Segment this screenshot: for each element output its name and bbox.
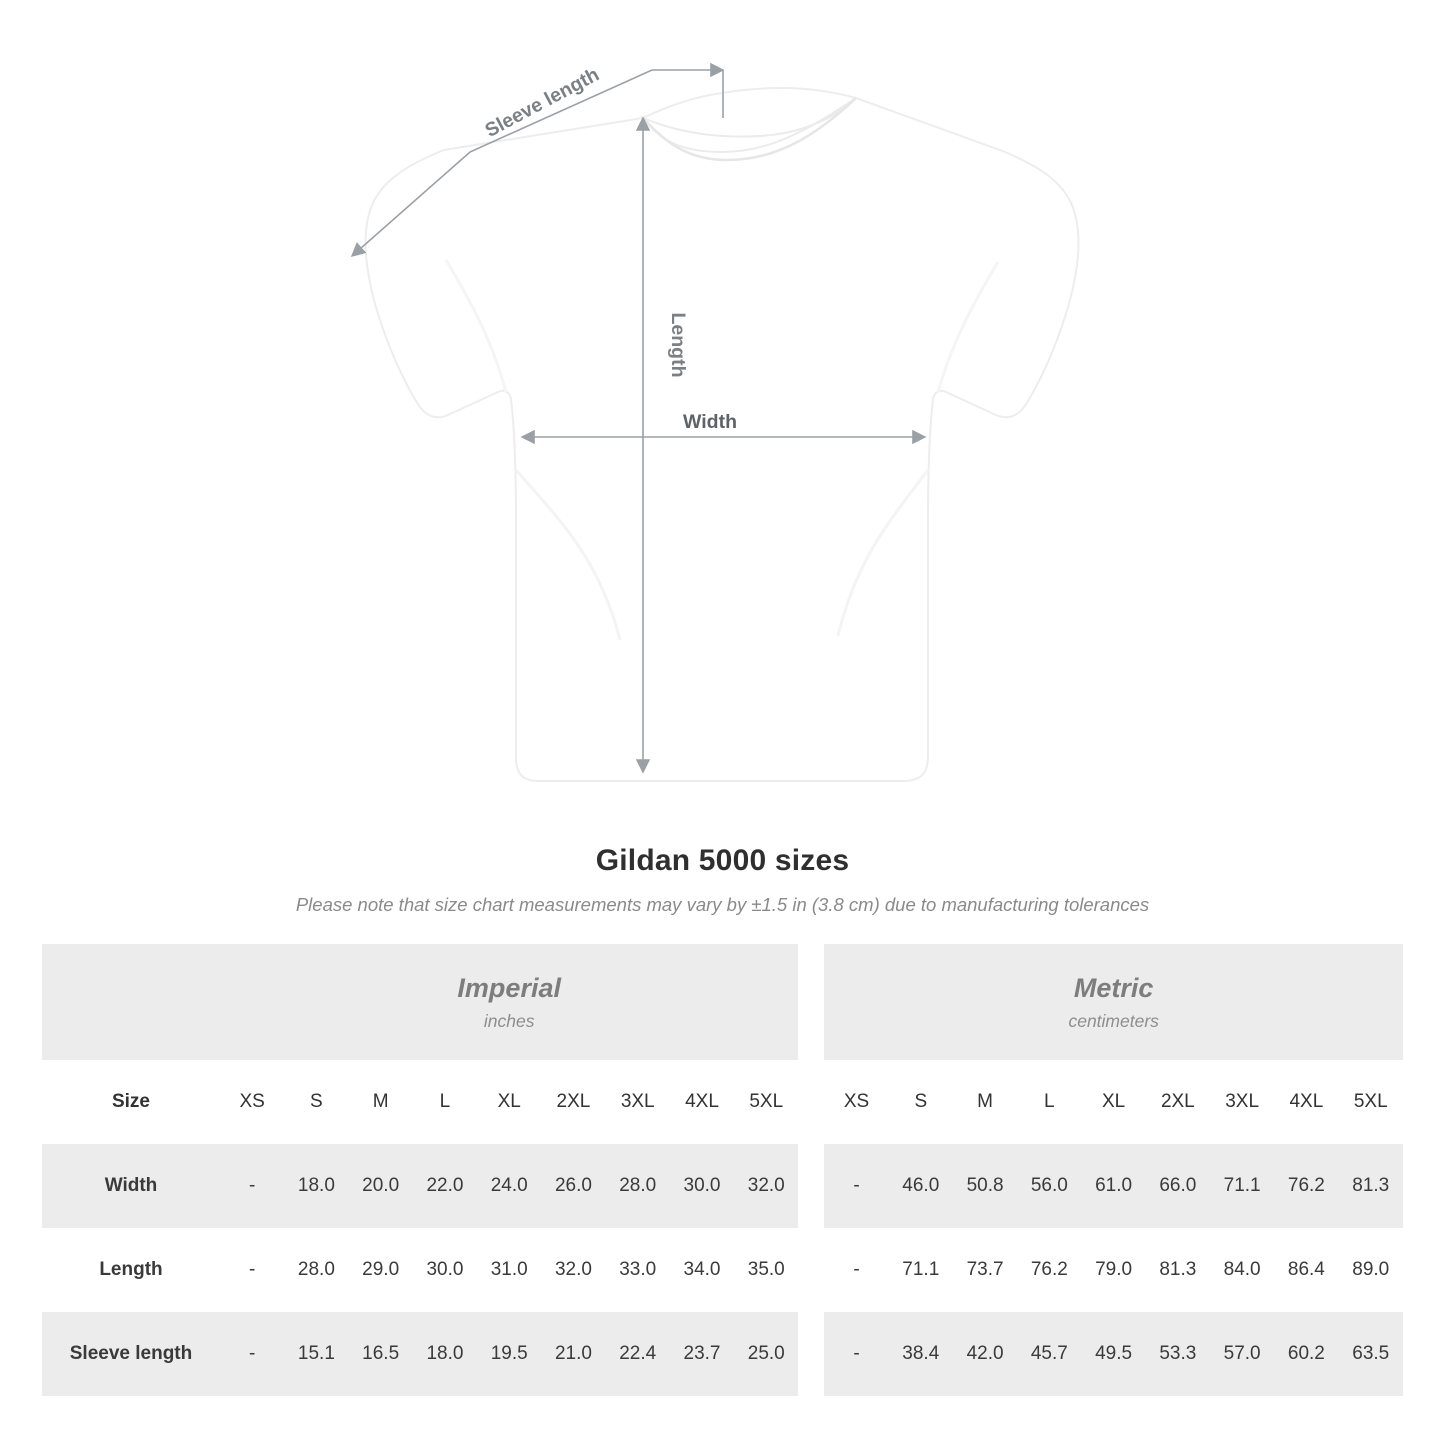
sleeve-length-label: Sleeve length — [481, 63, 603, 142]
row-label: Width — [42, 1144, 220, 1228]
size-table-wrap — [0, 944, 1445, 1396]
measurement-cell: 32.0 — [734, 1144, 798, 1228]
measurement-cell: 16.5 — [349, 1312, 413, 1396]
size-chart-table — [42, 944, 1403, 1396]
measurement-cell: - — [853, 1259, 860, 1280]
measurement-cell: 60.2 — [1274, 1312, 1338, 1396]
measurement-cell: 81.3 — [1339, 1144, 1403, 1228]
measurement-cell: 38.4 — [889, 1312, 953, 1396]
measurement-cell: 32.0 — [554, 1259, 592, 1280]
table-row — [42, 1144, 1403, 1228]
measurement-cell: 18.0 — [413, 1312, 477, 1396]
measurement-cell: 22.4 — [606, 1312, 670, 1396]
measurement-cell: 76.2 — [1274, 1144, 1338, 1228]
page-title: Gildan 5000 sizes — [595, 844, 850, 877]
unit-row-spacer — [42, 944, 220, 1060]
size-header-cell: 5XL — [1339, 1060, 1403, 1144]
measurement-cell: 56.0 — [1017, 1144, 1081, 1228]
unit-separator — [798, 944, 824, 1060]
size-header-cell: XS — [824, 1060, 888, 1144]
size-header-cell: L — [413, 1060, 477, 1144]
size-header-cell: XL — [1081, 1060, 1145, 1144]
measurement-cell: 24.0 — [477, 1144, 541, 1228]
size-header-cell: 4XL — [1274, 1060, 1338, 1144]
measurement-cell: 19.5 — [477, 1312, 541, 1396]
measurement-cell: 57.0 — [1210, 1312, 1274, 1396]
tolerance-note: Please note that size chart measurements may vary by ±1.5 in (3.8 cm) due to manufacturing tolerances — [295, 894, 1150, 915]
measurement-cell: 26.0 — [541, 1144, 605, 1228]
measurement-cell: 15.1 — [284, 1312, 348, 1396]
measurement-cell: 66.0 — [1146, 1144, 1210, 1228]
size-header-cell: M — [953, 1060, 1017, 1144]
measurement-cell: 45.7 — [1017, 1312, 1081, 1396]
unit-header-imperial — [220, 944, 798, 1060]
unit-separator — [798, 1312, 824, 1396]
tshirt-shape — [365, 88, 1078, 781]
measurement-cell: 86.4 — [1287, 1259, 1325, 1280]
measurement-cell: 61.0 — [1081, 1144, 1145, 1228]
measurement-cell: - — [220, 1312, 284, 1396]
measurement-cell: 81.3 — [1159, 1259, 1197, 1280]
measurement-cell: 76.2 — [1030, 1259, 1068, 1280]
size-header-cell: XS — [220, 1060, 284, 1144]
unit-name: Metric — [1073, 973, 1154, 1004]
row-label: Length — [99, 1259, 163, 1280]
measurement-cell: 34.0 — [683, 1259, 721, 1280]
measurement-cell: 31.0 — [490, 1259, 528, 1280]
measurement-cell: 53.3 — [1146, 1312, 1210, 1396]
row-label: Sleeve length — [42, 1312, 220, 1396]
measurement-cell: - — [824, 1312, 888, 1396]
unit-separator — [798, 1228, 824, 1312]
size-header-cell: S — [284, 1060, 348, 1144]
table-row — [42, 1312, 1403, 1396]
size-header-cell: 2XL — [541, 1060, 605, 1144]
measurement-cell: 46.0 — [889, 1144, 953, 1228]
measurement-cell: - — [248, 1259, 256, 1280]
unit-name: Imperial — [457, 973, 561, 1004]
size-header-cell: XL — [477, 1060, 541, 1144]
size-header-cell: 2XL — [1146, 1060, 1210, 1144]
measurement-cell: 79.0 — [1095, 1259, 1133, 1280]
measurement-cell: 30.0 — [670, 1144, 734, 1228]
measurement-cell: - — [824, 1144, 888, 1228]
unit-separator — [798, 1060, 824, 1144]
measurement-cell: 73.7 — [966, 1259, 1004, 1280]
table-row — [42, 1228, 1403, 1312]
size-header-cell: S — [889, 1060, 953, 1144]
measurement-cell: 23.7 — [670, 1312, 734, 1396]
title-block — [0, 830, 1445, 916]
measurement-cell: 22.0 — [413, 1144, 477, 1228]
width-label: Width — [683, 411, 737, 433]
size-header-cell: 3XL — [1210, 1060, 1274, 1144]
measurement-cell: 28.0 — [606, 1144, 670, 1228]
measurement-cell: 29.0 — [362, 1259, 400, 1280]
size-header-row — [42, 1060, 1403, 1144]
size-header-cell: M — [349, 1060, 413, 1144]
size-header-cell: 3XL — [606, 1060, 670, 1144]
measurement-cell: 63.5 — [1339, 1312, 1403, 1396]
measurement-cell: 35.0 — [747, 1259, 785, 1280]
measurement-cell: 28.0 — [297, 1259, 335, 1280]
unit-header-row — [42, 944, 1403, 1060]
measurement-cell: - — [220, 1144, 284, 1228]
unit-separator — [798, 1144, 824, 1228]
unit-subtitle: inches — [483, 1010, 535, 1031]
measurement-cell: 71.1 — [902, 1259, 940, 1280]
measurement-cell: 21.0 — [541, 1312, 605, 1396]
measurement-cell: 33.0 — [619, 1259, 657, 1280]
size-header-cell: L — [1017, 1060, 1081, 1144]
measurement-cell: 18.0 — [284, 1144, 348, 1228]
unit-subtitle: centimeters — [1068, 1010, 1159, 1031]
size-header-cell: 4XL — [670, 1060, 734, 1144]
measurement-cell: 25.0 — [734, 1312, 798, 1396]
measurement-cell: 50.8 — [953, 1144, 1017, 1228]
length-label: Length — [667, 312, 689, 378]
measurement-cell: 49.5 — [1081, 1312, 1145, 1396]
measurement-cell: 89.0 — [1352, 1259, 1390, 1280]
measurement-cell: 20.0 — [349, 1144, 413, 1228]
measurement-cell: 42.0 — [953, 1312, 1017, 1396]
size-header-label: Size — [42, 1060, 220, 1144]
measurement-cell: 30.0 — [426, 1259, 464, 1280]
measurement-cell: 71.1 — [1210, 1144, 1274, 1228]
measurement-cell: 84.0 — [1223, 1259, 1261, 1280]
size-header-cell: 5XL — [734, 1060, 798, 1144]
unit-header-metric — [824, 944, 1403, 1060]
